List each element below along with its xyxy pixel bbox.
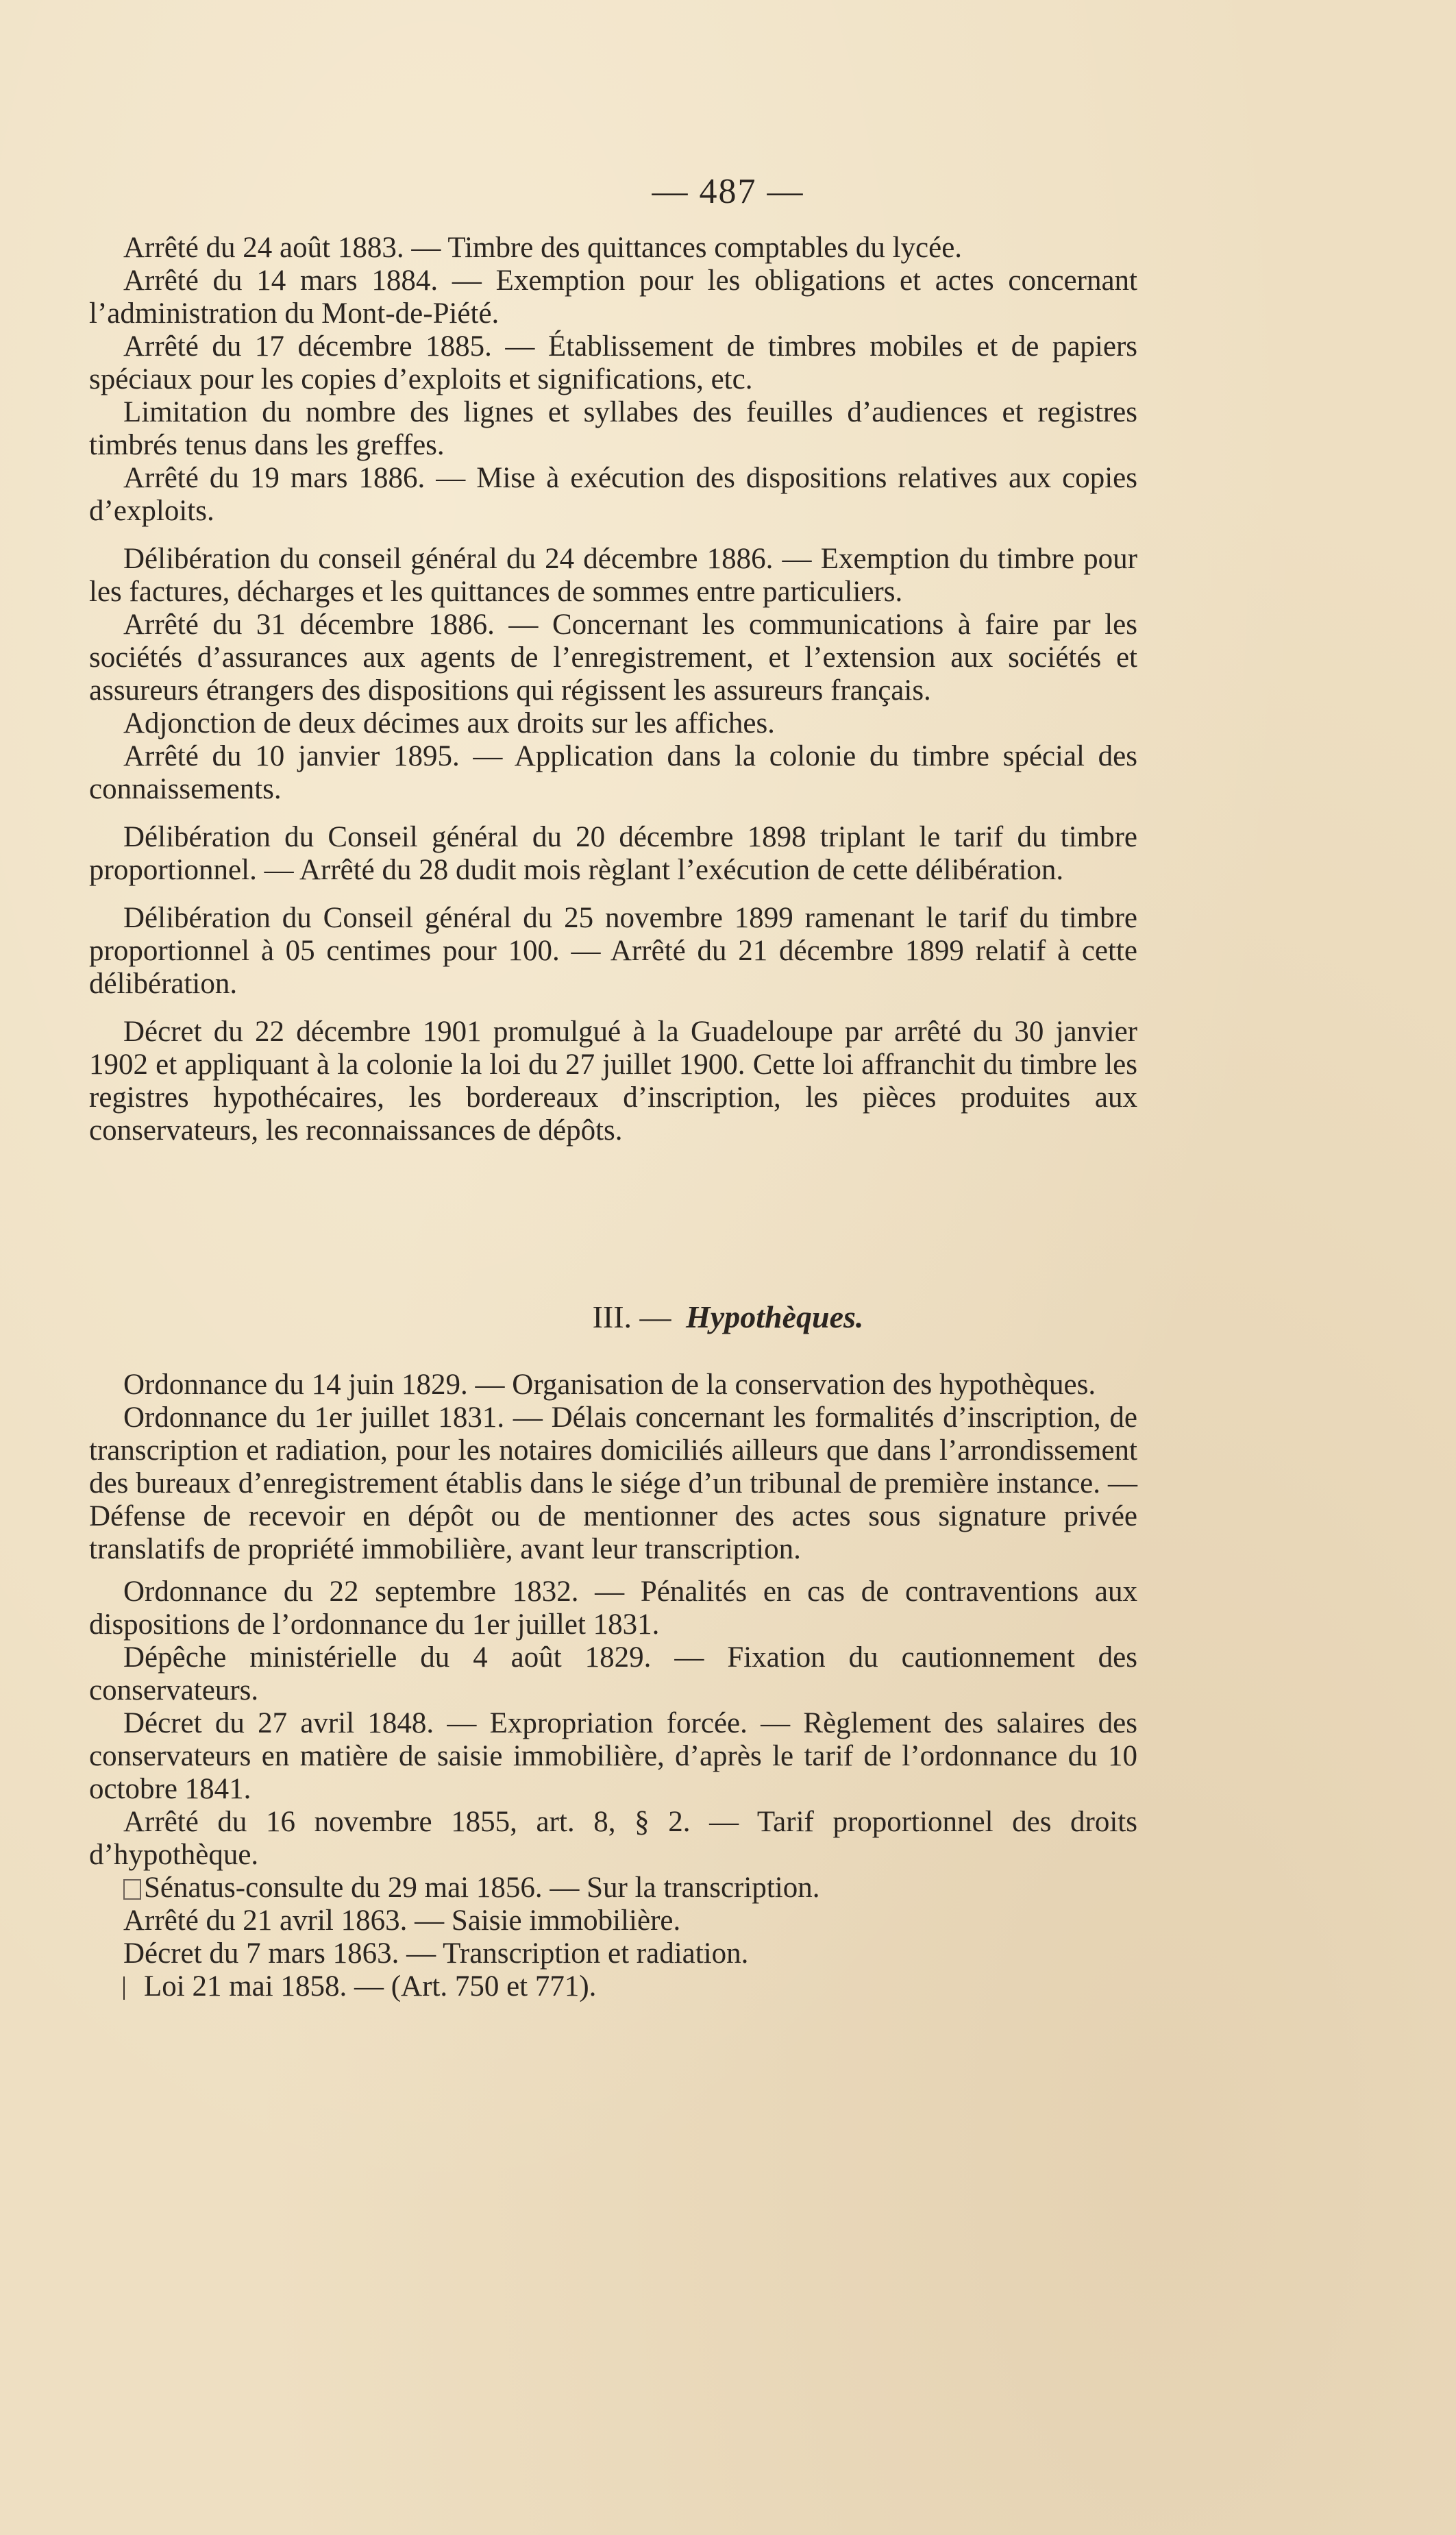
paragraph-18: Arrêté du 16 novembre 1855, art. 8, § 2. — Tarif proportionnel des droits d’hypothèque. (89, 1806, 1137, 1871)
section-number: III. — (592, 1299, 671, 1334)
paragraph-22 (89, 1970, 1137, 2003)
paragraph-6: Délibération du conseil général du 24 décembre 1886. — Exemption du timbre pour les factures, décharges et les quittances de sommes entre particuliers. (89, 543, 1137, 608)
paragraph-16: Dépêche ministérielle du 4 août 1829. — Fixation du cautionnement des conservateurs. (89, 1641, 1137, 1706)
paragraph-2: Arrêté du 14 mars 1884. — Exemption pour les obligations et actes concernant l’administration du Mont-de-Piété. (89, 265, 1137, 330)
paragraph-11: Délibération du Conseil général du 25 novembre 1899 ramenant le tarif du timbre proportionnel à 05 centimes pour 100. — Arrêté du 21 décembre 1899 relatif à cette délibération. (89, 902, 1137, 1000)
margin-mark-icon (123, 1879, 141, 1900)
paragraph-19 (89, 1872, 1137, 1905)
bracket-mark-icon (123, 1976, 127, 2000)
paragraph-1: Arrêté du 24 août 1883. — Timbre des quittances comptables du lycée. (123, 232, 963, 264)
paragraph-13: Ordonnance du 14 juin 1829. — Organisation de la conservation des hypothèques. (123, 1369, 1096, 1401)
paragraph-12: Décret du 22 décembre 1901 promulgué à la Guadeloupe par arrêté du 30 janvier 1902 et appliquant à la colonie la loi du 27 juillet 1900. Cette loi affranchit du timbre les registres hypothécaires, les bordereaux d’inscription, les pièces produites aux conservateurs, les reconnaissances de dépôts. (89, 1016, 1137, 1147)
paragraph-15: Ordonnance du 22 septembre 1832. — Pénalités en cas de contraventions aux dispositions de l’ordonnance du 1er juillet 1831. (89, 1576, 1137, 1641)
paragraph-17: Décret du 27 avril 1848. — Expropriation forcée. — Règlement des salaires des conservateurs en matière de saisie immobilière, d’après le tarif de l’ordonnance du 10 octobre 1841. (89, 1707, 1137, 1805)
paragraph-20: Arrêté du 21 avril 1863. — Saisie immobilière. (123, 1905, 681, 1937)
page-number: — 487 — (652, 172, 804, 211)
paragraph-21: Décret du 7 mars 1863. — Transcription et radiation. (123, 1937, 749, 1970)
paragraph-9: Arrêté du 10 janvier 1895. — Application dans la colonie du timbre spécial des connaissements. (89, 740, 1137, 805)
section-1-body (89, 232, 1137, 1147)
paragraph-19-text: Sénatus-consulte du 29 mai 1856. — Sur la transcription. (144, 1872, 820, 1904)
section-2-body (89, 1369, 1137, 2003)
section-title: Hypothèques. (686, 1299, 864, 1334)
paragraph-5: Arrêté du 19 mars 1886. — Mise à exécution des dispositions relatives aux copies d’exploits. (89, 462, 1137, 527)
section-heading (0, 1299, 1456, 1335)
paragraph-22-text: Loi 21 mai 1858. — (Art. 750 et 771). (144, 1970, 597, 2003)
paragraph-4: Limitation du nombre des lignes et syllabes des feuilles d’audiences et registres timbrés tenus dans les greffes. (89, 396, 1137, 461)
paragraph-10: Délibération du Conseil général du 20 décembre 1898 triplant le tarif du timbre proportionnel. — Arrêté du 28 dudit mois règlant l’exécution de cette délibération. (89, 821, 1137, 886)
paragraph-14: Ordonnance du 1er juillet 1831. — Délais concernant les formalités d’inscription, de transcription et radiation, pour les notaires domiciliés ailleurs que dans l’arrondissement des bureaux d’enregistrement établis dans le siége d’un tribunal de première instance. — Défense de recevoir en dépôt ou de mentionner des actes sous signature privée translatifs de propriété immobilière, avant leur transcription. (89, 1401, 1137, 1565)
paragraph-8: Adjonction de deux décimes aux droits sur les affiches. (123, 707, 775, 739)
paragraph-3: Arrêté du 17 décembre 1885. — Établissement de timbres mobiles et de papiers spéciaux pour les copies d’exploits et significations, etc. (89, 330, 1137, 395)
paragraph-7: Arrêté du 31 décembre 1886. — Concernant les communications à faire par les sociétés d’assurances aux agents de l’enregistrement, et l’extension aux sociétés et assureurs étrangers des dispositions qui régissent les assureurs français. (89, 609, 1137, 707)
